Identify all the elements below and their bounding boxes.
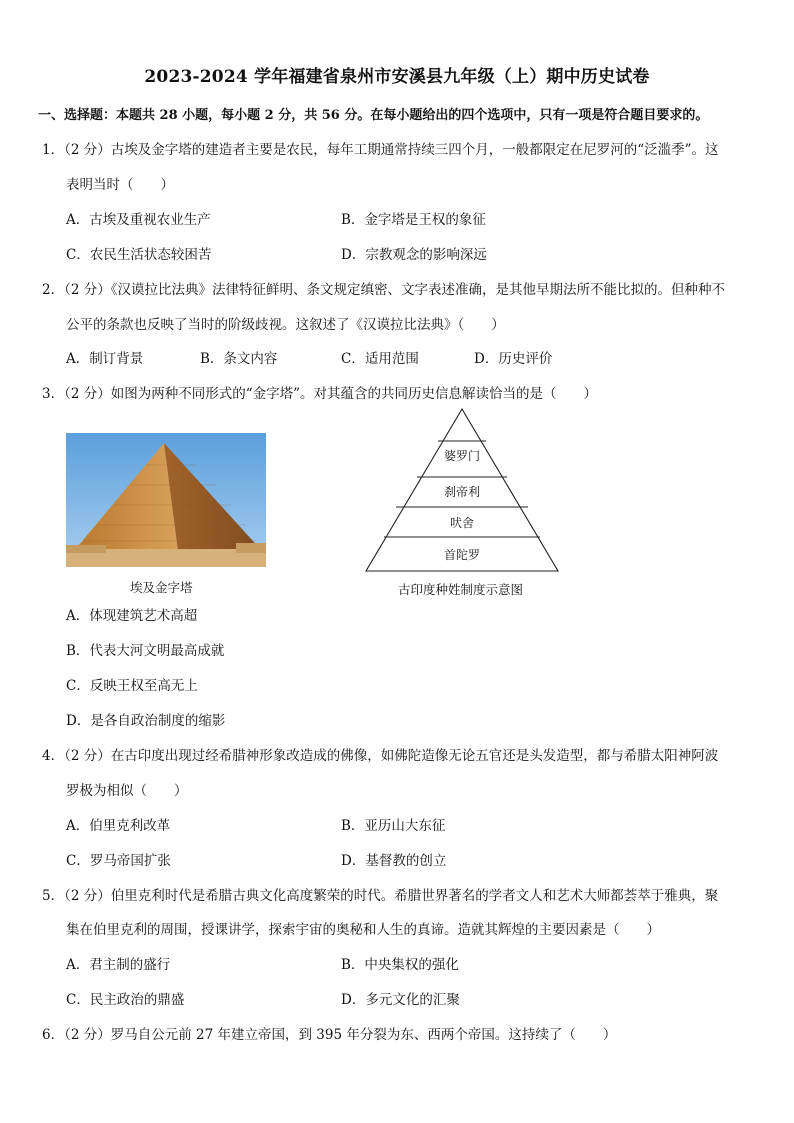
caste-level-vaishya: 吠舍: [449, 516, 475, 530]
question-2-option-b[interactable]: B．条文内容: [200, 351, 278, 367]
question-1-option-b[interactable]: B．金字塔是王权的象征: [341, 212, 486, 228]
question-3-option-d[interactable]: D．是各自政治制度的缩影: [66, 713, 226, 729]
question-4-stem-cont: 罗极为相似（ ）: [66, 783, 188, 799]
caste-diagram-caption: 古印度种姓制度示意图: [398, 582, 524, 597]
question-4-option-c[interactable]: C．罗马帝国扩张: [66, 853, 171, 869]
question-1-stem: 1．（2 分）古埃及金字塔的建造者主要是农民，每年工期通常持续三四个月，一般都限定在尼罗河的“泛滥季”。这: [42, 142, 719, 158]
question-6-stem: 6．（2 分）罗马自公元前 27 年建立帝国，到 395 年分裂为东、西两个帝国。这持续了（ ）: [42, 1027, 617, 1043]
question-5-stem-cont: 集在伯里克利的周围，授课讲学，探索宇宙的奥秘和人生的真谛。造就其辉煌的主要因素是（ ）: [66, 922, 660, 938]
exam-title: 2023-2024 学年福建省泉州市安溪县九年级（上）期中历史试卷: [144, 67, 650, 87]
question-5-option-b[interactable]: B．中央集权的强化: [341, 957, 459, 973]
question-3-option-b[interactable]: B．代表大河文明最高成就: [66, 643, 225, 659]
question-4-option-b[interactable]: B．亚历山大东征: [341, 818, 446, 834]
pyramid-photo-caption: 埃及金字塔: [130, 580, 193, 595]
question-3-option-a[interactable]: A．体现建筑艺术高超: [66, 608, 198, 624]
question-2-stem: 2．（2 分）《汉谟拉比法典》法律特征鲜明、条文规定缜密、文字表述准确，是其他早期法所不能比拟的。但种种不: [42, 282, 725, 298]
caste-level-brahmin: 婆罗门: [443, 449, 481, 463]
caste-level-shudra: 首陀罗: [443, 548, 481, 562]
egypt-pyramid-photo: [66, 433, 266, 567]
question-5-stem: 5．（2 分）伯里克利时代是希腊古典文化高度繁荣的时代。希腊世界著名的学者文人和艺术大师都荟萃于雅典，聚: [42, 888, 719, 904]
question-3-stem: 3．（2 分）如图为两种不同形式的“金字塔”。对其蕴含的共同历史信息解读恰当的是（ ）: [42, 386, 598, 402]
question-1-option-c[interactable]: C．农民生活状态较困苦: [66, 247, 212, 263]
section-heading: 一、选择题：本题共 28 小题，每小题 2 分，共 56 分。在每小题给出的四个选项中，只有一项是符合题目要求的。: [38, 108, 709, 123]
question-1-option-a[interactable]: A．古埃及重视农业生产: [66, 212, 211, 228]
question-4-option-d[interactable]: D．基督教的创立: [341, 853, 447, 869]
question-2-option-d[interactable]: D．历史评价: [474, 351, 553, 367]
question-3-option-c[interactable]: C．反映王权至高无上: [66, 678, 198, 694]
question-2-option-c[interactable]: C．适用范围: [341, 351, 419, 367]
question-5-option-d[interactable]: D．多元文化的汇聚: [341, 992, 460, 1008]
question-4-stem: 4．（2 分）在古印度出现过经希腊神形象改造成的佛像，如佛陀造像无论五官还是头发造型，都与希腊太阳神阿波: [42, 748, 719, 764]
question-5-option-c[interactable]: C．民主政治的鼎盛: [66, 992, 185, 1008]
caste-level-kshatriya: 刹帝利: [443, 485, 481, 499]
pyramid-photo-image: [66, 433, 266, 567]
question-1-option-d[interactable]: D．宗教观念的影响深远: [341, 247, 487, 263]
question-4-option-a[interactable]: A．伯里克利改革: [66, 818, 171, 834]
question-5-option-a[interactable]: A．君主制的盛行: [66, 957, 171, 973]
question-2-option-a[interactable]: A．制订背景: [66, 351, 144, 367]
question-1-stem-cont: 表明当时（ ）: [66, 177, 174, 193]
caste-pyramid-diagram: [362, 405, 562, 575]
question-2-stem-cont: 公平的条款也反映了当时的阶级歧视。这叙述了《汉谟拉比法典》（ ）: [66, 317, 505, 333]
